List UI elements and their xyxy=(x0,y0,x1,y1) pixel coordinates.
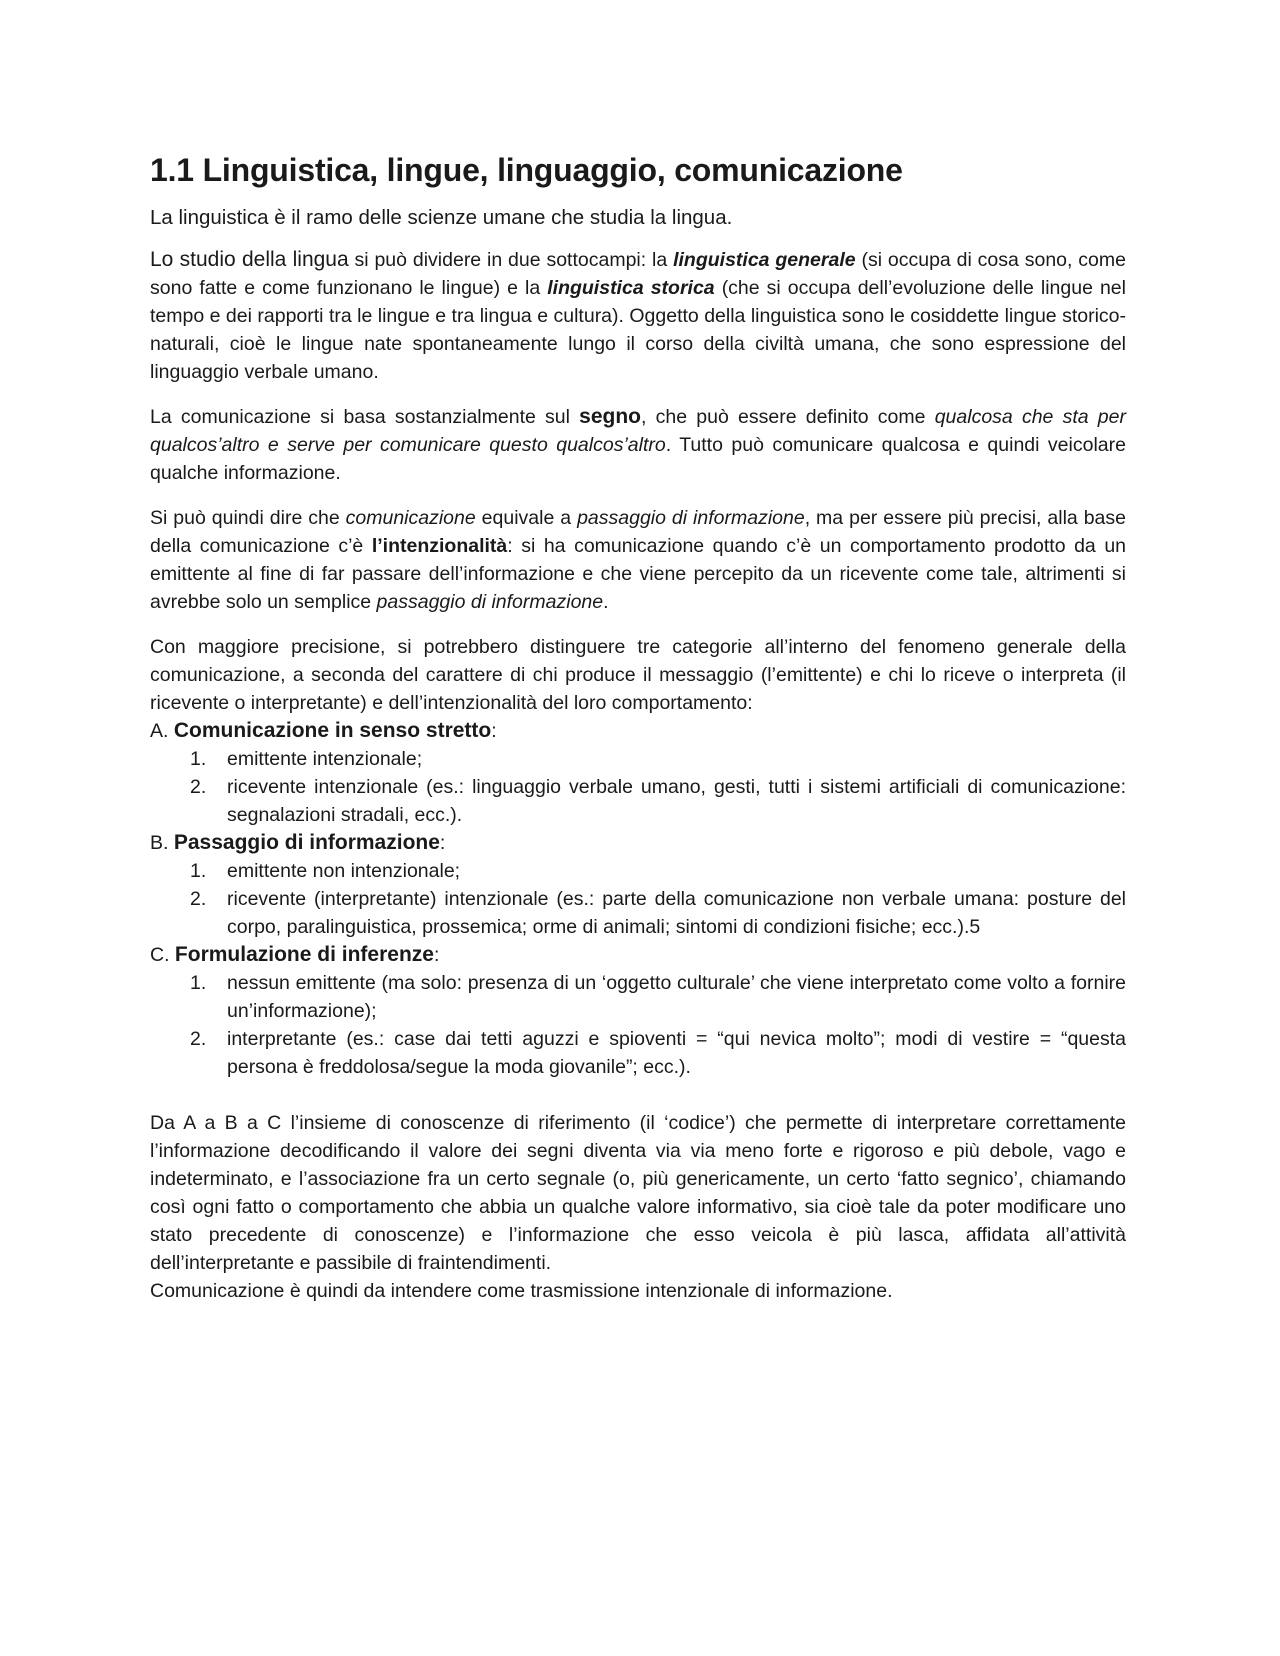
category-title: Passaggio di informazione xyxy=(173,831,440,854)
category-title: Formulazione di inferenze xyxy=(174,943,434,966)
paragraph-lead: Lo studio della lingua xyxy=(150,248,349,271)
term-intenzionalita: l’intenzionalità xyxy=(371,535,508,557)
term-segno: segno xyxy=(579,405,642,428)
paragraph-conclusion: Comunicazione è quindi da intendere come trasmissione intenzionale di informazione. xyxy=(150,1280,893,1302)
paragraph-intentionality: Si può quindi dire che comunicazione equivale a passaggio di informazione, ma per essere più precisi, alla base della comunicazione c’è l’intenzionalità: si ha comunicazione quando c’è un comportamento prodotto da un emittente al fine di far passare dell’informazione e che viene percepito da un ricevente come tale, altrimenti si avrebbe solo un semplice passaggio di informazione. xyxy=(150,507,1127,613)
category-c: C. Formulazione di inferenze: 1. nessun emittente (ma solo: presenza di un ‘oggetto culturale’ che viene interpretato come volto a fornire un’informazione); 2. interpretante (es.: case dai tetti aguzzi e spioventi = “qui nevica molto”; modi di vestire = “questa persona è freddolosa/segue la moda giovanile”; ecc.). xyxy=(150,941,1126,1081)
page-title: 1.1 Linguistica, lingue, linguaggio, comunicazione xyxy=(150,152,903,188)
term-general-linguistics: linguistica generale xyxy=(673,249,856,271)
category-list xyxy=(150,745,1126,829)
sign-definition: qualcosa che sta per qualcos’altro e serve per comunicare questo qualcos’altro xyxy=(150,406,1126,456)
list-item: 1. nessun emittente (ma solo: presenza di un ‘oggetto culturale’ che viene interpretato come volto a fornire un’informazione); xyxy=(190,972,1126,1022)
term-historical-linguistics: linguistica storica xyxy=(547,277,715,299)
list-item: 1. emittente non intenzionale; xyxy=(190,860,461,882)
category-a: A. Comunicazione in senso stretto: 1. emittente intenzionale; 2. ricevente intenzionale (es.: linguaggio verbale umano, gesti, tutti i sistemi artificiali di comunicazione: segnalazioni stradali, ecc.). xyxy=(150,717,1126,829)
paragraph-linguistics-fields: Lo studio della lingua si può dividere in due sottocampi: la linguistica generale (si occupa di cosa sono, come sono fatte e come funzionano le lingue) e la linguistica storica (che si occupa dell’evoluzione delle lingue nel tempo e dei rapporti tra le lingue e tra lingua e cultura). Oggetto della linguistica sono le cosiddette lingue storico-naturali, cioè le lingue nate spontaneamente lungo il corso della civiltà umana, che sono espressione del linguaggio verbale umano. xyxy=(150,248,1126,383)
list-item: 2. ricevente intenzionale (es.: linguaggio verbale umano, gesti, tutti i sistemi artificiali di comunicazione: segnalazioni stradali, ecc.). xyxy=(190,776,1126,826)
list-item: 2. interpretante (es.: case dai tetti aguzzi e spioventi = “qui nevica molto”; modi di vestire = “questa persona è freddolosa/segue la moda giovanile”; ecc.). xyxy=(190,1028,1126,1078)
category-letter: C. xyxy=(150,944,170,966)
category-letter: B. xyxy=(150,832,169,854)
paragraph-categories-intro: Con maggiore precisione, si potrebbero distinguere tre categorie all’interno del fenomeno generale della comunicazione, a seconda del carattere di chi produce il messaggio (l’emittente) e chi lo riceve o interpreta (il ricevente o interpretante) e dell’intenzionalità del loro comportamento: xyxy=(150,636,1126,714)
intro-paragraph: La linguistica è il ramo delle scienze umane che studia la lingua. xyxy=(150,206,733,229)
document-page xyxy=(150,150,1126,1305)
list-item: 2. ricevente (interpretante) intenzionale (es.: parte della comunicazione non verbale umana: posture del corpo, paralinguistica, prossemica; orme di animali; sintomi di condizioni fisiche; ecc.).5 xyxy=(190,888,1126,938)
paragraph-sign: La comunicazione si basa sostanzialmente sul segno, che può essere definito come qualcosa che sta per qualcos’altro e serve per comunicare questo qualcos’altro. Tutto può comunicare qualcosa e quindi veicolare qualche informazione. xyxy=(150,405,1126,484)
paragraph-code: Da A a B a C l’insieme di conoscenze di riferimento (il ‘codice’) che permette di interpretare correttamente l’informazione decodificando il valore dei segni diventa via via meno forte e rigoroso e più debole, vago e indeterminato, e l’associazione fra un certo segnale (o, più genericamente, un certo ‘fatto segnico’, chiamando così ogni fatto o comportamento che abbia un qualche valore informativo, sia cioè tale da poter modificare uno stato precedente di conoscenze) e l’informazione che esso veicola è più lasca, affidata all’attività dell’interpretante e passibile di fraintendimenti. xyxy=(150,1112,1126,1274)
category-title: Comunicazione in senso stretto xyxy=(173,719,492,742)
category-list xyxy=(150,969,1126,1081)
category-list xyxy=(150,857,1126,941)
list-item: 1. emittente intenzionale; xyxy=(190,748,423,770)
category-b: B. Passaggio di informazione: 1. emittente non intenzionale; 2. ricevente (interpretante) intenzionale (es.: parte della comunicazione non verbale umana: posture del corpo, paralinguistica, prossemica; orme di animali; sintomi di condizioni fisiche; ecc.).5 xyxy=(150,829,1126,941)
category-letter: A. xyxy=(150,720,169,742)
